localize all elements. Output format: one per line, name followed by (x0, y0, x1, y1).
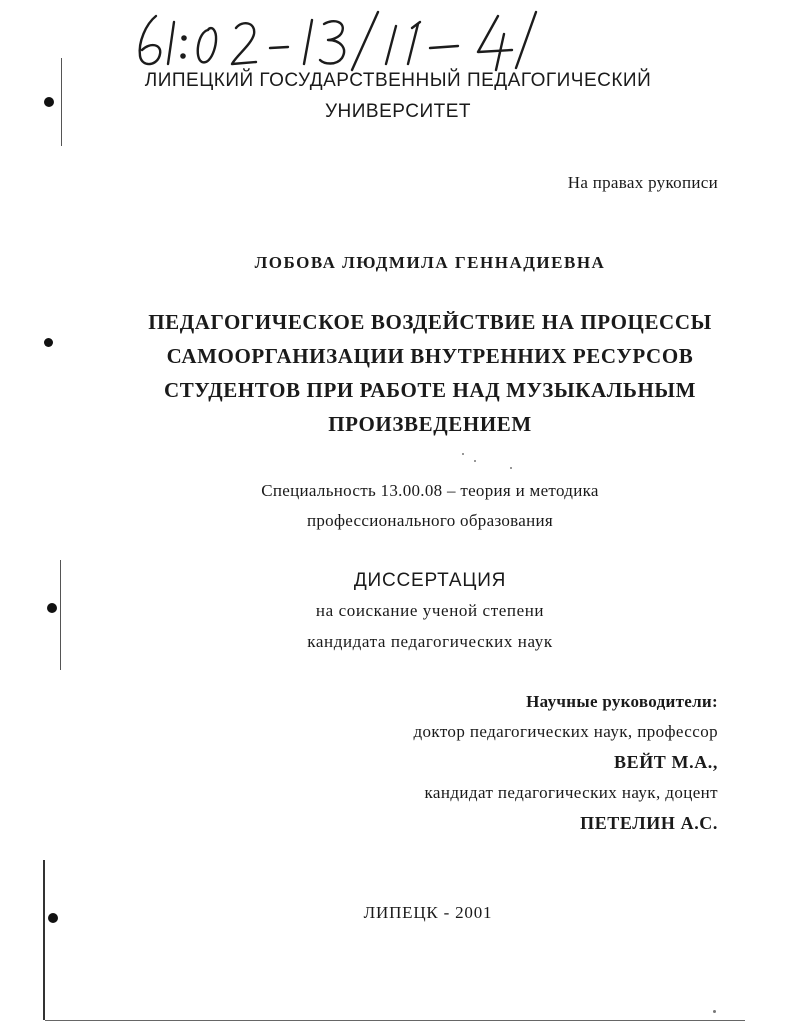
dissertation-label: ДИССЕРТАЦИЯ (353, 570, 507, 591)
scan-margin-line (60, 560, 61, 670)
supervisors-heading: Научные руководители: (526, 692, 718, 711)
dissertation-degree-line1: на соискание ученой степени (315, 601, 545, 620)
scan-margin-line (61, 58, 62, 146)
author-name: ЛОБОВА ЛЮДМИЛА ГЕННАДИЕВНА (254, 253, 606, 272)
supervisor-1-degree: доктор педагогических наук, профессор (413, 722, 718, 741)
binder-hole-mark (44, 97, 54, 107)
handwritten-archive-code (128, 8, 548, 72)
scan-margin-line (43, 860, 45, 1020)
title-line-3: СТУДЕНТОВ ПРИ РАБОТЕ НАД МУЗЫКАЛЬНЫМ (163, 378, 697, 402)
binder-hole-mark (44, 338, 53, 347)
dissertation-degree-line2: кандидата педагогических наук (307, 632, 553, 651)
supervisor-2-degree: кандидат педагогических наук, доцент (424, 783, 718, 802)
specialty-line1: Специальность 13.00.08 – теория и методика (261, 481, 599, 500)
binder-hole-mark (47, 603, 57, 613)
binder-hole-mark (48, 913, 58, 923)
university-name-line2: УНИВЕРСИТЕТ (324, 101, 471, 122)
title-line-1: ПЕДАГОГИЧЕСКОЕ ВОЗДЕЙСТВИЕ НА ПРОЦЕССЫ (148, 310, 712, 334)
university-name-line1: ЛИПЕЦКИЙ ГОСУДАРСТВЕННЫЙ ПЕДАГОГИЧЕСКИЙ (144, 70, 652, 91)
rights-note: На правах рукописи (567, 173, 718, 192)
title-line-4: ПРОИЗВЕДЕНИЕМ (328, 412, 532, 436)
scan-speck (474, 460, 476, 462)
specialty-line2: профессионального образования (306, 511, 554, 530)
supervisor-2-name: ПЕТЕЛИН А.С. (580, 813, 718, 833)
title-line-2: САМООРГАНИЗАЦИИ ВНУТРЕННИХ РЕСУРСОВ (166, 344, 694, 368)
city-year: ЛИПЕЦК - 2001 (363, 903, 493, 922)
scan-speck (462, 453, 464, 455)
scan-speck (510, 467, 512, 469)
scan-bottom-line (45, 1020, 745, 1021)
supervisor-1-name: ВЕЙТ М.А., (613, 752, 718, 772)
scan-speck (713, 1010, 716, 1013)
